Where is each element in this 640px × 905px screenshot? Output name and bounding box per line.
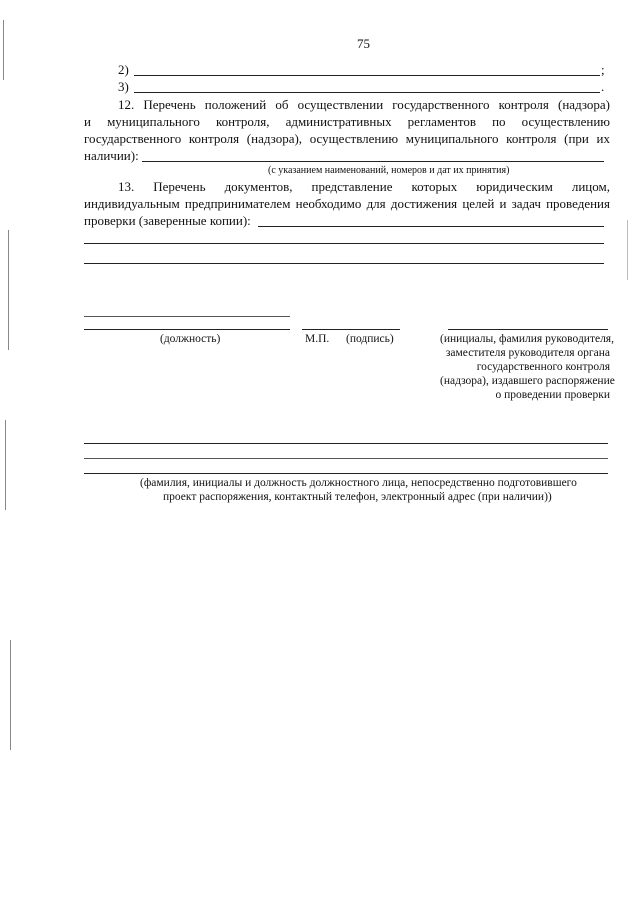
head-caption-line-2: заместителя руководителя органа (445, 347, 610, 359)
position-line (84, 329, 290, 330)
preparer-line-3 (84, 473, 608, 474)
section-12-note: (с указанием наименований, номеров и дат их принятия) (268, 165, 510, 176)
section-13-blank-line-3 (84, 263, 604, 264)
preparer-caption-line-1: (фамилия, инициалы и должность должностного лица, непосредственно подготовившего (140, 477, 577, 489)
section-12-line-3: государственного контроля (надзора), осуществлению муниципального контроля (при их (84, 131, 610, 146)
scan-artifact (8, 230, 9, 350)
head-caption-line-1: (инициалы, фамилия руководителя, (440, 333, 614, 345)
scan-artifact (3, 20, 4, 80)
section-13-blank-line-1 (258, 226, 604, 227)
item-2-blank-line (134, 75, 600, 76)
section-13-line-1: 13. Перечень документов, представление которых юридическим лицом, (118, 179, 610, 194)
section-12-line-2: и муниципального контроля, административных регламентов по осуществлению (84, 114, 610, 129)
stamp-caption: М.П. (305, 333, 330, 345)
signature-line (302, 329, 400, 330)
head-caption-line-3: государственного контроля (476, 361, 610, 373)
item-3-end: . (601, 79, 605, 94)
preparer-caption-line-2: проект распоряжения, контактный телефон, электронный адрес (при наличии)) (163, 491, 552, 503)
head-caption-line-4: (надзора), издавшего распоряжение (440, 375, 615, 387)
item-3-label: 3) (118, 79, 129, 94)
section-12-line-1: 12. Перечень положений об осуществлении государственного контроля (надзора) (118, 97, 610, 112)
item-3-blank-line (134, 92, 600, 93)
head-caption-line-5: о проведении проверки (495, 389, 610, 401)
scan-artifact (10, 640, 11, 750)
head-name-line (448, 329, 608, 330)
scan-artifact (627, 220, 628, 280)
section-13-line-3: проверки (заверенные копии): (84, 213, 251, 228)
section-12-blank-line (142, 161, 604, 162)
signature-upper-line (84, 316, 290, 317)
item-2-end: ; (601, 62, 605, 77)
scan-artifact (5, 420, 6, 510)
item-2-label: 2) (118, 62, 129, 77)
position-caption: (должность) (160, 333, 221, 345)
section-13-line-2: индивидуальным предпринимателем необходимо для достижения целей и задач проведения (84, 196, 610, 211)
section-12-line-4: наличии): (84, 148, 139, 163)
section-13-blank-line-2 (84, 243, 604, 244)
page-number: 75 (357, 36, 370, 51)
preparer-line-1 (84, 443, 608, 444)
preparer-line-2 (84, 458, 608, 459)
signature-caption: (подпись) (346, 333, 394, 345)
